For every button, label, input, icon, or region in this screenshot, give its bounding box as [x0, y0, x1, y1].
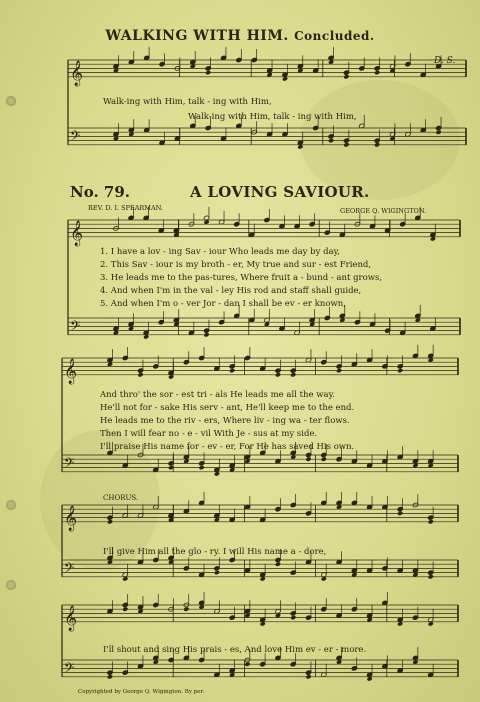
verse-line: He leads me to the riv - ers, Where liv - ing wa - ter flows.	[100, 416, 350, 426]
note-head	[205, 70, 211, 75]
bass-clef-icon: 𝄢	[64, 454, 75, 474]
note-head	[214, 570, 220, 575]
verse-line: He'll not for - sake His serv - ant, He'll keep me to the end.	[100, 403, 355, 413]
bass-clef-icon: 𝄢	[64, 559, 75, 579]
note-head	[428, 574, 434, 579]
treble-clef-icon: 𝄞	[70, 220, 84, 246]
note-head	[122, 607, 128, 612]
note-head	[275, 372, 281, 377]
note-head	[107, 674, 113, 679]
note-head	[336, 368, 342, 373]
chorus-label: CHORUS.	[103, 494, 139, 502]
bass-clef-icon: 𝄢	[64, 659, 75, 679]
note-head	[203, 332, 209, 337]
note-head	[343, 142, 349, 147]
note-head	[229, 368, 235, 373]
note-head	[290, 372, 296, 377]
note-head	[183, 607, 189, 612]
note-head	[137, 372, 143, 377]
author-credit: REV. D. I. SPEARMAN.	[88, 204, 163, 212]
note-head	[397, 368, 403, 373]
top-lyric-line: Walk-ing with Him, talk - ing with Him,	[188, 112, 357, 122]
note-head	[305, 457, 311, 462]
verse-line: 3. He leads me to the pas-tures, Where fruit a - bund - ant grows,	[100, 273, 383, 283]
hymn-title: A LOVING SAVIOUR.	[190, 183, 370, 201]
note-head	[428, 519, 434, 524]
verse-line: Then I will fear no - e - vil With Je - sus at my side.	[100, 429, 318, 439]
ds-mark: D. S.	[434, 56, 456, 66]
note-head	[374, 142, 380, 147]
verse-line: 1. I have a lov - ing Sav - iour Who leads me day by day,	[100, 247, 340, 257]
note-head	[305, 674, 311, 679]
chorus-line: I'll give Him all the glo - ry. I will His name a - dore,	[103, 547, 327, 557]
copyright-notice: Copyrighted by George Q. Wigington. By per.	[78, 689, 205, 695]
note-head	[290, 615, 296, 620]
note-head	[343, 74, 349, 79]
composer-credit: GEORGE Q. WIGINGTON.	[340, 207, 427, 215]
top-hymn-title	[0, 28, 480, 44]
verse-line: I'll praise His name for - ev - er, For He has saved His own.	[100, 442, 355, 452]
note-head	[374, 70, 380, 75]
top-subtitle-text: Concluded.	[294, 29, 375, 43]
verse-line: 2. This Sav - iour is my broth - er, My true and sur - est Friend,	[100, 260, 372, 270]
treble-clef-icon: 𝄞	[64, 605, 78, 631]
verse-line: 5. And when I'm o - ver Jor - dan I shall be ev - er known,	[100, 299, 346, 309]
note-head	[436, 130, 442, 135]
note-head	[275, 562, 281, 567]
note-head	[107, 519, 113, 524]
bass-clef-icon: 𝄢	[70, 317, 81, 337]
treble-clef-icon: 𝄞	[64, 358, 78, 384]
treble-clef-icon: 𝄞	[70, 60, 84, 86]
note-head	[397, 511, 403, 516]
note-head	[199, 465, 205, 470]
chorus-line: I'll shout and sing His prais - es, And love Him ev - er - more.	[103, 645, 367, 655]
treble-clef-icon: 𝄞	[64, 505, 78, 531]
top-title-text: WALKING WITH HIM.	[105, 28, 289, 44]
top-lyric-line: Walk-ing with Him, talk - ing with Him,	[103, 97, 272, 107]
verse-line: 4. And when I'm in the val - ley His rod and staff shall guide,	[100, 286, 362, 296]
note-head	[328, 138, 334, 143]
verse-line: And thro' the sor - est tri - als He leads me all the way.	[100, 390, 335, 400]
bass-clef-icon: 𝄢	[70, 127, 81, 147]
hymn-number: No. 79.	[70, 183, 130, 201]
note-head	[244, 662, 250, 667]
note-head	[321, 457, 327, 462]
